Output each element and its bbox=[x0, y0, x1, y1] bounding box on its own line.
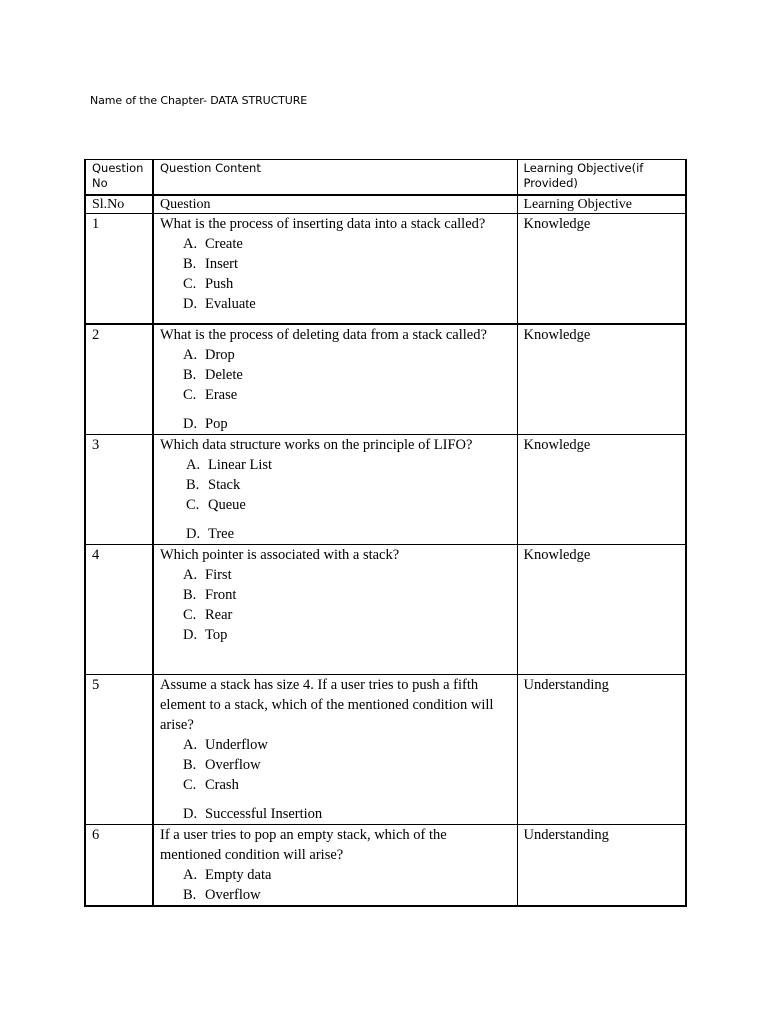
option-letter: B. bbox=[183, 256, 197, 272]
option-list bbox=[160, 234, 511, 314]
option-text: Insert bbox=[205, 256, 239, 272]
option-letter: C. bbox=[186, 497, 200, 513]
option-item bbox=[183, 804, 511, 824]
option-letter: D. bbox=[186, 526, 201, 542]
option-letter: D. bbox=[183, 296, 198, 312]
option-list bbox=[160, 345, 511, 434]
learning-objective: Knowledge bbox=[517, 545, 686, 675]
option-item bbox=[186, 495, 511, 515]
option-text: Queue bbox=[208, 497, 246, 513]
table-row bbox=[85, 675, 686, 825]
question-table bbox=[84, 159, 687, 907]
option-item bbox=[183, 565, 511, 585]
option-letter: A. bbox=[183, 347, 198, 363]
option-letter: C. bbox=[183, 777, 197, 793]
option-item bbox=[186, 524, 511, 544]
question-content bbox=[153, 214, 517, 325]
question-number: 4 bbox=[85, 545, 153, 675]
header-learning-objective: Learning Objective(if Provided) bbox=[517, 160, 686, 196]
question-number: 2 bbox=[85, 324, 153, 435]
question-content bbox=[153, 324, 517, 435]
option-item bbox=[186, 455, 511, 475]
option-item bbox=[183, 605, 511, 625]
subheader-sl-no: Sl.No bbox=[85, 195, 153, 214]
subheader-question: Question bbox=[153, 195, 517, 214]
table-row bbox=[85, 324, 686, 435]
option-text: Pop bbox=[205, 416, 228, 432]
question-content bbox=[153, 675, 517, 825]
option-text: Linear List bbox=[208, 457, 273, 473]
option-item bbox=[183, 585, 511, 605]
option-letter: B. bbox=[183, 367, 197, 383]
option-text: Underflow bbox=[205, 737, 268, 753]
option-item bbox=[183, 385, 511, 405]
option-item bbox=[183, 414, 511, 434]
option-item bbox=[183, 885, 511, 905]
question-text: If a user tries to pop an empty stack, which of the mentioned condition will arise? bbox=[160, 827, 447, 863]
option-item bbox=[183, 234, 511, 254]
option-item bbox=[183, 274, 511, 294]
question-text: What is the process of deleting data from a stack called? bbox=[160, 327, 487, 343]
option-text: Rear bbox=[205, 607, 233, 623]
option-letter: C. bbox=[183, 387, 197, 403]
option-letter: B. bbox=[186, 477, 200, 493]
table-subheader-row bbox=[85, 195, 686, 214]
header-question-content: Question Content bbox=[153, 160, 517, 196]
option-text: Overflow bbox=[205, 887, 261, 903]
learning-objective: Understanding bbox=[517, 675, 686, 825]
option-item bbox=[183, 625, 511, 645]
question-number: 6 bbox=[85, 825, 153, 907]
option-item bbox=[183, 865, 511, 885]
header-question-no: Question No bbox=[85, 160, 153, 196]
option-item bbox=[186, 475, 511, 495]
question-text: What is the process of inserting data into a stack called? bbox=[160, 216, 486, 232]
option-text: Top bbox=[205, 627, 228, 643]
option-text: Delete bbox=[205, 367, 243, 383]
learning-objective: Understanding bbox=[517, 825, 686, 907]
option-item bbox=[183, 294, 511, 314]
option-text: Overflow bbox=[205, 757, 261, 773]
option-text: Create bbox=[205, 236, 243, 252]
option-letter: D. bbox=[183, 627, 198, 643]
option-item bbox=[183, 345, 511, 365]
option-text: Erase bbox=[205, 387, 238, 403]
option-text: Crash bbox=[205, 777, 239, 793]
option-list bbox=[160, 565, 511, 645]
table-row bbox=[85, 214, 686, 325]
question-number: 1 bbox=[85, 214, 153, 325]
option-text: First bbox=[205, 567, 232, 583]
table-row bbox=[85, 435, 686, 545]
learning-objective: Knowledge bbox=[517, 435, 686, 545]
option-item bbox=[183, 755, 511, 775]
option-letter: A. bbox=[183, 236, 198, 252]
option-list bbox=[160, 735, 511, 824]
option-item bbox=[183, 775, 511, 795]
option-text: Drop bbox=[205, 347, 235, 363]
option-text: Successful Insertion bbox=[205, 806, 323, 822]
option-letter: A. bbox=[183, 867, 198, 883]
question-content bbox=[153, 545, 517, 675]
question-text: Assume a stack has size 4. If a user tries to push a fifth element to a stack, which of the mentioned condition will arise? bbox=[160, 677, 494, 733]
option-item bbox=[183, 735, 511, 755]
question-content bbox=[153, 825, 517, 907]
option-text: Stack bbox=[208, 477, 241, 493]
option-text: Tree bbox=[208, 526, 235, 542]
question-number: 5 bbox=[85, 675, 153, 825]
table-row bbox=[85, 825, 686, 907]
option-letter: A. bbox=[186, 457, 201, 473]
option-letter: C. bbox=[183, 276, 197, 292]
learning-objective: Knowledge bbox=[517, 324, 686, 435]
question-content bbox=[153, 435, 517, 545]
option-letter: B. bbox=[183, 587, 197, 603]
option-text: Empty data bbox=[205, 867, 272, 883]
option-text: Evaluate bbox=[205, 296, 256, 312]
option-text: Push bbox=[205, 276, 234, 292]
option-list bbox=[160, 865, 511, 905]
option-letter: D. bbox=[183, 416, 198, 432]
question-text: Which data structure works on the principle of LIFO? bbox=[160, 437, 473, 453]
table-header-row bbox=[85, 160, 686, 196]
option-text: Front bbox=[205, 587, 237, 603]
option-letter: B. bbox=[183, 757, 197, 773]
option-letter: A. bbox=[183, 737, 198, 753]
option-letter: B. bbox=[183, 887, 197, 903]
option-letter: C. bbox=[183, 607, 197, 623]
option-letter: A. bbox=[183, 567, 198, 583]
question-number: 3 bbox=[85, 435, 153, 545]
subheader-learning-objective: Learning Objective bbox=[517, 195, 686, 214]
option-letter: D. bbox=[183, 806, 198, 822]
option-item bbox=[183, 365, 511, 385]
option-item bbox=[183, 254, 511, 274]
question-text: Which pointer is associated with a stack? bbox=[160, 547, 400, 563]
option-list bbox=[160, 455, 511, 544]
chapter-title: Name of the Chapter- DATA STRUCTURE bbox=[90, 94, 308, 107]
table-row bbox=[85, 545, 686, 675]
learning-objective: Knowledge bbox=[517, 214, 686, 325]
